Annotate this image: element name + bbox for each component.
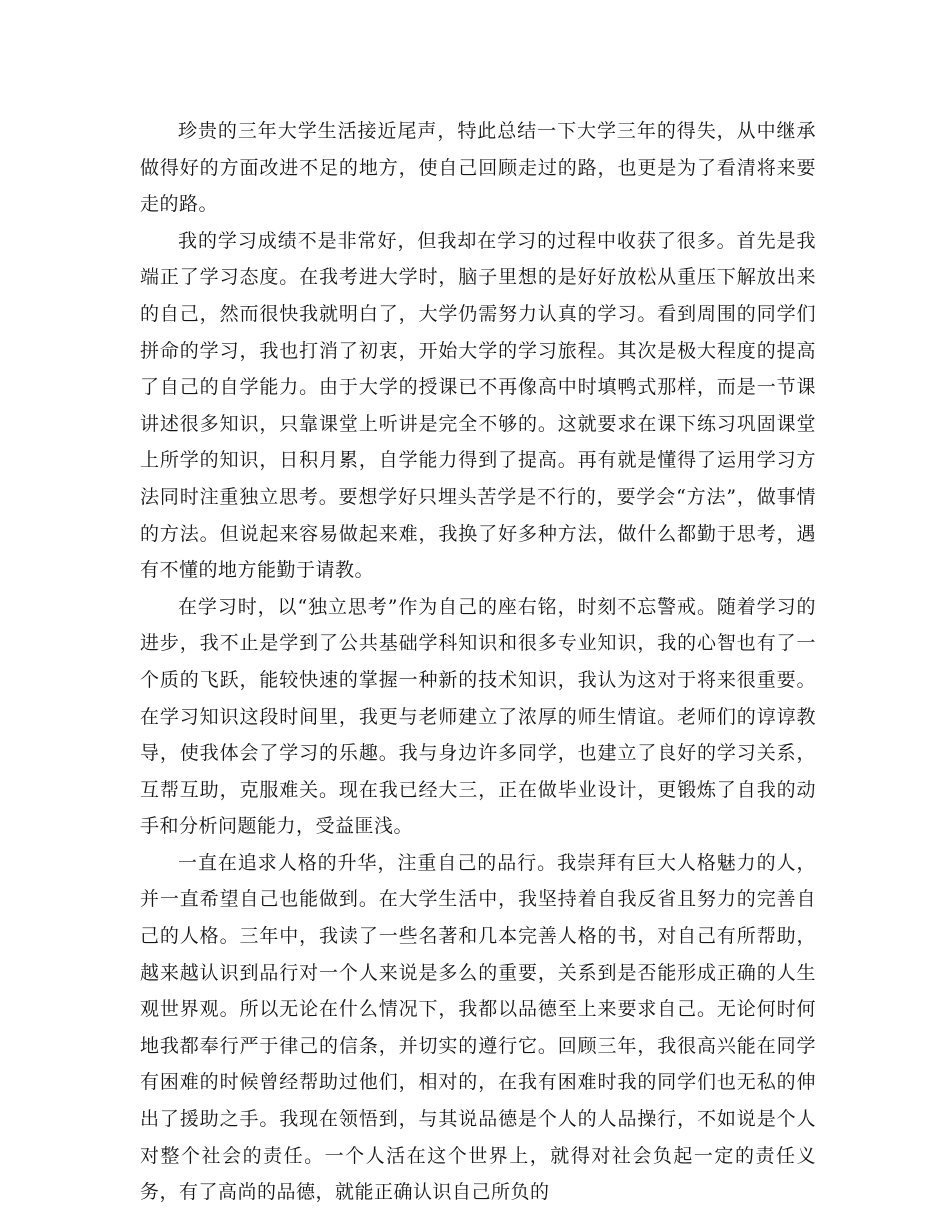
paragraph-3: 在学习时，以“独立思考”作为自己的座右铭，时刻不忘警戒。随着学习的进步，我不止是学到了公共基础学科知识和很多专业知识，我的心智也有了一个质的飞跃，能较快速的掌握一种新的技术知识，我认为这对于将来很重要。在学习知识这段时间里，我更与老师建立了浓厚的师生情谊。老师们的谆谆教导，使我体会了学习的乐趣。我与身边许多同学，也建立了良好的学习关系，互帮互助，克服难关。现在我已经大三，正在做毕业设计，更锻炼了自我的动手和分析问题能力，受益匪浅。: [140, 595, 816, 838]
paragraph-2: 我的学习成绩不是非常好，但我却在学习的过程中收获了很多。首先是我端正了学习态度。在我考进大学时，脑子里想的是好好放松从重压下解放出来的自己，然而很快我就明白了，大学仍需努力认真的学习。看到周围的同学们拼命的学习，我也打消了初衷，开始大学的学习旅程。其次是极大程度的提高了自己的自学能力。由于大学的授课已不再像高中时填鸭式那样，而是一节课讲述很多知识，只靠课堂上听讲是完全不够的。这就要求在课下练习巩固课堂上所学的知识，日积月累，自学能力得到了提高。再有就是懂得了运用学习方法同时注重独立思考。要想学好只埋头苦学是不行的，要学会“方法”，做事情的方法。但说起来容易做起来难，我换了好多种方法，做什么都勤于思考，遇有不懂的地方能勤于请教。: [140, 229, 816, 582]
paragraph-4: 一直在追求人格的升华，注重自己的品行。我崇拜有巨大人格魅力的人，并一直希望自己也能做到。在大学生活中，我坚持着自我反省且努力的完善自己的人格。三年中，我读了一些名著和几本完善人格的书，对自己有所帮助，越来越认识到品行对一个人来说是多么的重要，关系到是否能形成正确的人生观世界观。所以无论在什么情况下，我都以品德至上来要求自己。无论何时何地我都奉行严于律己的信条，并切实的遵行它。回顾三年，我很高兴能在同学有困难的时候曾经帮助过他们，相对的，在我有困难时我的同学们也无私的伸出了援助之手。我现在领悟到，与其说品德是个人的人品操行，不如说是个人对整个社会的责任。一个人活在这个世界上，就得对社会负起一定的责任义务，有了高尚的品德，就能正确认识自己所负的: [140, 851, 816, 1204]
document-body: [140, 113, 816, 1211]
paragraph-1: 珍贵的三年大学生活接近尾声，特此总结一下大学三年的得失，从中继承做得好的方面改进不足的地方，使自己回顾走过的路，也更是为了看清将来要走的路。: [140, 120, 816, 216]
